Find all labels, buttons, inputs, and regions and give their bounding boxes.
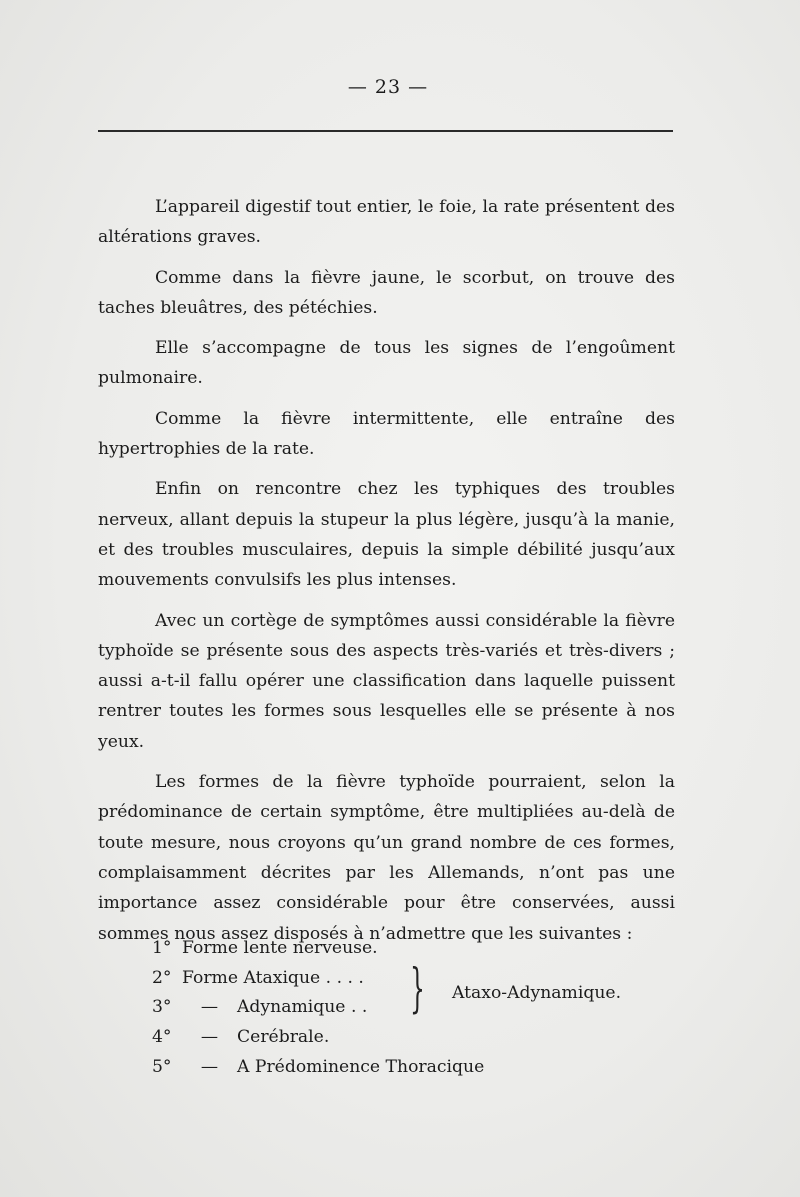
item-number: 5°	[152, 1056, 172, 1077]
item-dash: —	[200, 1056, 219, 1077]
item-label: A Prédominence Thoracique	[237, 1056, 485, 1077]
paragraph: Comme la fièvre intermittente, elle entraîne des hypertrophies de la rate.	[98, 408, 675, 460]
page-number: — 23 —	[347, 76, 429, 98]
item-number: 4°	[152, 1027, 172, 1048]
item-number: 1°	[152, 938, 172, 958]
grouping-brace: }	[410, 959, 425, 1019]
item-label: Adynamique . .	[237, 997, 368, 1018]
item-dash: —	[200, 1027, 219, 1048]
body-text	[98, 192, 675, 959]
item-number: 3°	[152, 997, 172, 1018]
paragraph: Elle s’accompagne de tous les signes de l’engoûment pulmonaire.	[98, 338, 675, 389]
forms-list	[152, 934, 692, 1082]
paragraph: L’appareil digestif tout entier, le foie, la rate présentent des altérations graves.	[98, 197, 675, 248]
list-item	[152, 1053, 692, 1083]
item-label: Cerébrale.	[237, 1027, 330, 1048]
item-label: Forme Ataxique . . . .	[182, 967, 364, 988]
item-dash: —	[200, 997, 219, 1018]
brace-label: Ataxo-Adynamique.	[452, 983, 622, 1003]
paragraph: Enfin on rencontre chez les typhiques des troubles nerveux, allant depuis la stupeur la plus légère, jusqu’à la manie, et des troubles musculaires, depuis la simple débilité jusqu’aux mouvements convulsifs les plus intenses.	[98, 479, 675, 591]
paragraph: Les formes de la fièvre typhoïde pourraient, selon la prédominance de certain symptôme, être multipliées au-delà de toute mesure, nous croyons qu’un grand nombre de ces formes, complaisamment décrites par les Allemands, n’ont pas une importance assez considérable pour être conservées, aussi sommes nous assez disposés à n’admettre que les suivantes :	[98, 772, 675, 944]
paragraph: Comme dans la fièvre jaune, le scorbut, on trouve des taches bleuâtres, des pétéchies.	[98, 267, 675, 318]
header-rule	[98, 130, 673, 132]
item-label: Forme lente nerveuse.	[182, 938, 378, 958]
paragraph: Avec un cortège de symptômes aussi considérable la fièvre typhoïde se présente sous des aspects très-variés et très-divers ; aussi a-t-il fallu opérer une classification dans laquelle puissent rentrer toutes les formes sous lesquelles elle se présente à nos yeux.	[98, 610, 675, 752]
list-item	[152, 1023, 692, 1053]
item-number: 2°	[152, 967, 172, 988]
